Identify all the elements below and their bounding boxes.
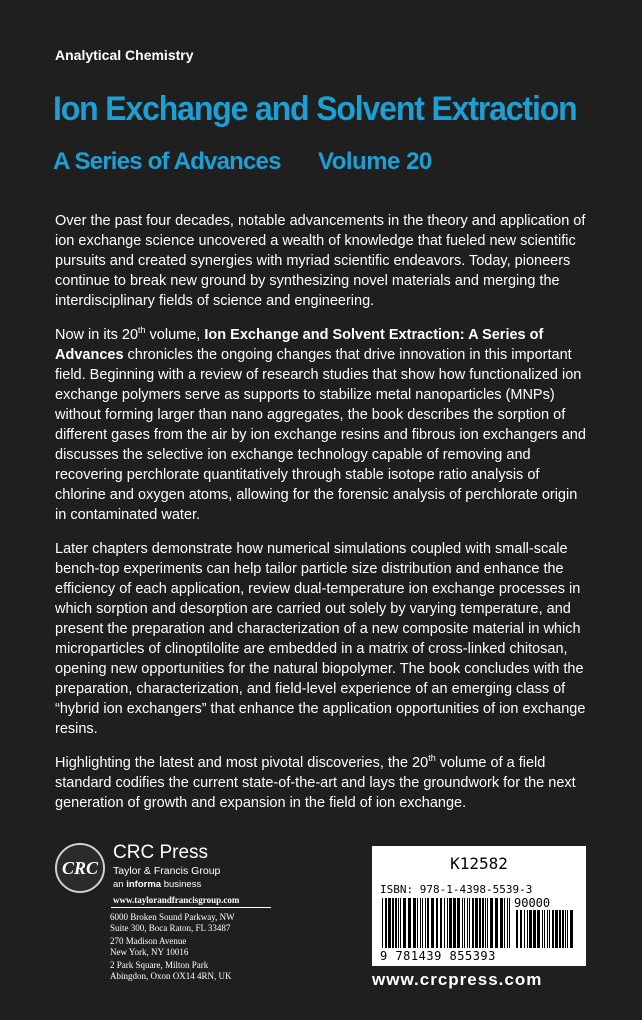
- book-title-inline: Ion Exchange and Solvent Extraction: A Series of Advances: [55, 327, 544, 363]
- barcode-panel: [372, 846, 586, 966]
- barcode-bar: [552, 910, 554, 948]
- barcode-bar: [520, 910, 522, 948]
- barcode-bar: [507, 898, 508, 948]
- barcode-bar: [413, 898, 416, 948]
- divider: [111, 907, 271, 908]
- barcode-bar: [408, 898, 411, 948]
- barcode-bar: [398, 898, 399, 948]
- barcode-bar: [485, 898, 486, 948]
- barcode-bar: [382, 898, 383, 948]
- barcode-bar: [395, 898, 397, 948]
- publisher-group: Taylor & Francis Group: [113, 865, 221, 877]
- barcode-bar: [570, 910, 573, 948]
- barcode-bar: [447, 898, 448, 948]
- barcode-bar: [490, 898, 493, 948]
- barcode-bar: [544, 910, 545, 948]
- publisher-name: CRC Press: [113, 842, 209, 863]
- barcode-bar: [537, 910, 540, 948]
- barcode-bar: [500, 898, 503, 948]
- price-barcode-bars: [516, 910, 573, 948]
- barcode-bar: [417, 898, 418, 948]
- barcode-bar: [529, 910, 532, 948]
- series-subtitle: A Series of Advances: [53, 148, 281, 175]
- barcode-bar: [385, 898, 387, 948]
- volume-label: Volume 20: [318, 148, 432, 175]
- isbn-text: ISBN: 978-1-4398-5539-3: [380, 883, 533, 896]
- barcode-bar: [440, 898, 442, 948]
- barcode-bar: [444, 898, 445, 948]
- address-boca-raton: 6000 Broken Sound Parkway, NW Suite 300, Boca Raton, FL 33487: [110, 912, 235, 933]
- barcode-bar: [475, 898, 478, 948]
- barcode-bar: [392, 898, 394, 948]
- barcode-bar: [533, 910, 536, 948]
- barcode-bar: [509, 898, 510, 948]
- book-title: Ion Exchange and Solvent Extraction: [53, 90, 577, 128]
- barcode-bar: [495, 898, 498, 948]
- barcode-bar: [467, 898, 468, 948]
- barcode-bar: [482, 898, 484, 948]
- barcode-bar: [542, 910, 543, 948]
- barcode-bar: [464, 898, 465, 948]
- informa-tagline: an informa business: [113, 879, 202, 890]
- address-new-york: 270 Madison Avenue New York, NY 10016: [110, 936, 189, 957]
- barcode-bar: [427, 898, 429, 948]
- barcode-bar: [549, 910, 550, 948]
- barcode-graphic: [372, 846, 586, 966]
- barcode-bar: [449, 898, 452, 948]
- barcode-bar: [504, 898, 505, 948]
- paragraph-2: Now in its 20th volume, Ion Exchange and Solvent Extraction: A Series of Advances chronicles the ongoing changes that drive innovation in this important field. Beginning with a review of research studies that show how functionalized ion exchange polymers serve as supports to stabilize metal nanoparticles (MNPs) without forming larger than nano aggregates, the book describes the sorption of different gases from the air by ion exchange resins and fibrous ion exchangers and discusses the selective ion exchange technology capable of removing and recovering perchlorate quantitatively through stable isotope ratio analysis of chlorine and oxygen atoms, allowing for the forensic analysis of perchlorate origin in contaminated water.: [55, 325, 586, 523]
- barcode-bar: [559, 910, 561, 948]
- description: [55, 211, 587, 827]
- barcode-bar: [457, 898, 460, 948]
- product-code: K12582: [450, 854, 508, 873]
- publisher-url[interactable]: www.taylorandfrancisgroup.com: [113, 895, 240, 905]
- crc-logo-icon: CRC: [55, 843, 105, 893]
- barcode-bar: [436, 898, 438, 948]
- barcode-bar: [555, 910, 558, 948]
- barcode-bar: [547, 910, 548, 948]
- paragraph-4: Highlighting the latest and most pivotal discoveries, the 20th volume of a field standard codifies the current state-of-the-art and lays the groundwork for the next generation of growth and expansion in the field of ion exchange.: [55, 753, 576, 811]
- category-label: Analytical Chemistry: [55, 47, 194, 63]
- barcode-bar: [388, 898, 391, 948]
- barcode-bar: [527, 910, 528, 948]
- barcode-bar: [567, 910, 568, 948]
- barcode-bar: [422, 898, 423, 948]
- barcode-bar: [462, 898, 463, 948]
- barcode-bar: [472, 898, 474, 948]
- barcode-bar: [516, 910, 518, 948]
- barcode-bar: [479, 898, 481, 948]
- barcode-bar: [524, 910, 525, 948]
- barcode-bar: [562, 910, 564, 948]
- barcode-bar: [403, 898, 406, 948]
- barcode-bar: [431, 898, 434, 948]
- barcode-bar: [420, 898, 421, 948]
- isbn-barcode-bars: [382, 898, 510, 948]
- barcode-bar: [565, 910, 566, 948]
- ean-number: 9 781439 855393: [380, 949, 496, 963]
- barcode-bar: [425, 898, 426, 948]
- barcode-bar: [469, 898, 470, 948]
- barcode-bar: [400, 898, 401, 948]
- paragraph-3: Later chapters demonstrate how numerical simulations coupled with small-scale bench-top experiments can help tailor particle size distribution and enhance the efficiency of each application, review dual-temperature ion exchange processes in which sorption and desorption are carried out solely by varying temperature, and present the preparation and characterization of a new composite material in which microparticles of clinoptilolite are embedded in a matrix of cross-linked chitosan, opening new opportunities for the natural biopolymer. The book concludes with the preparation, characterization, and field-level experience of an emerging class of “hybrid ion exchangers” that enhance the application opportunities of ion exchange resins.: [55, 541, 586, 737]
- paragraph-1: Over the past four decades, notable advancements in the theory and application of ion exchange science uncovered a wealth of knowledge that fueled new scientific pursuits and created synergies with myriad scientific endeavors. Today, pioneers continue to break new ground by synthesizing novel materials and merging the interdisciplinary fields of science and engineering.: [55, 213, 586, 309]
- address-abingdon: 2 Park Square, Milton Park Abingdon, Oxon OX14 4RN, UK: [110, 960, 232, 981]
- barcode-bar: [453, 898, 456, 948]
- website-link[interactable]: www.crcpress.com: [372, 970, 543, 989]
- price-code: 90000: [514, 896, 551, 910]
- barcode-bar: [487, 898, 488, 948]
